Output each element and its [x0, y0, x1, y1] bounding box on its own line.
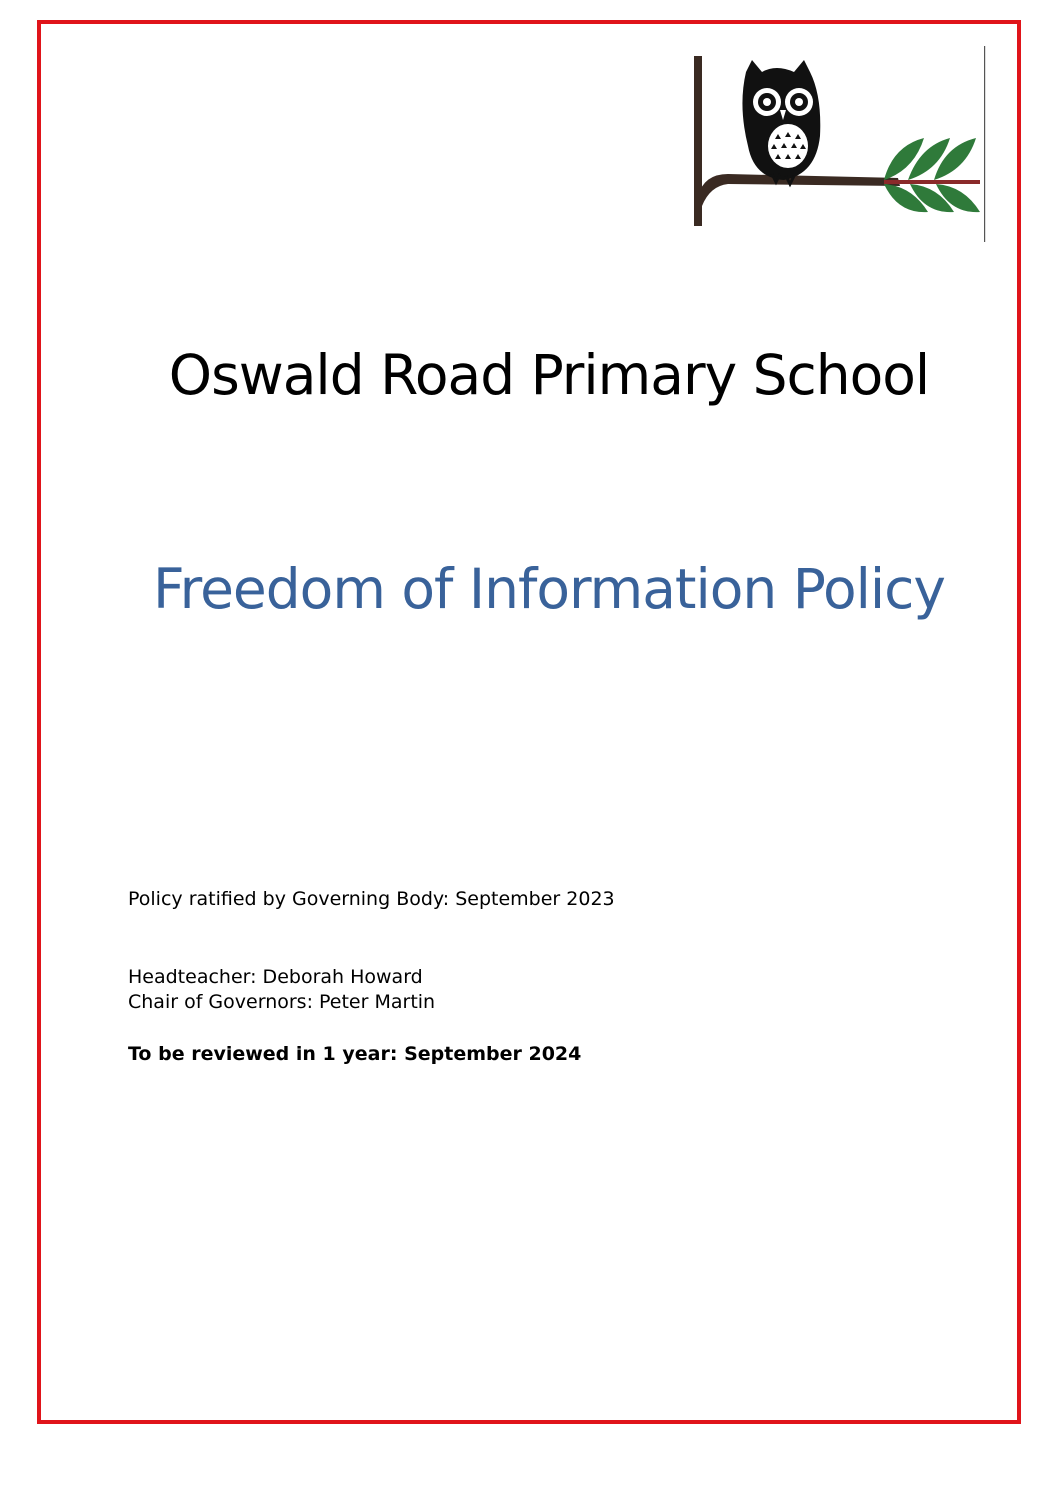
headteacher-line: Headteacher: Deborah Howard — [128, 966, 423, 988]
leaves-icon — [884, 138, 980, 212]
review-date-line: To be reviewed in 1 year: September 2024 — [128, 1043, 582, 1065]
chair-of-governors-line: Chair of Governors: Peter Martin — [128, 991, 436, 1013]
policy-title: Freedom of Information Policy — [153, 557, 945, 621]
owl-on-branch-icon — [688, 46, 988, 242]
ratified-date-line: Policy ratified by Governing Body: September 2023 — [128, 888, 615, 910]
school-name: Oswald Road Primary School — [168, 343, 930, 407]
owl-icon — [742, 60, 820, 184]
